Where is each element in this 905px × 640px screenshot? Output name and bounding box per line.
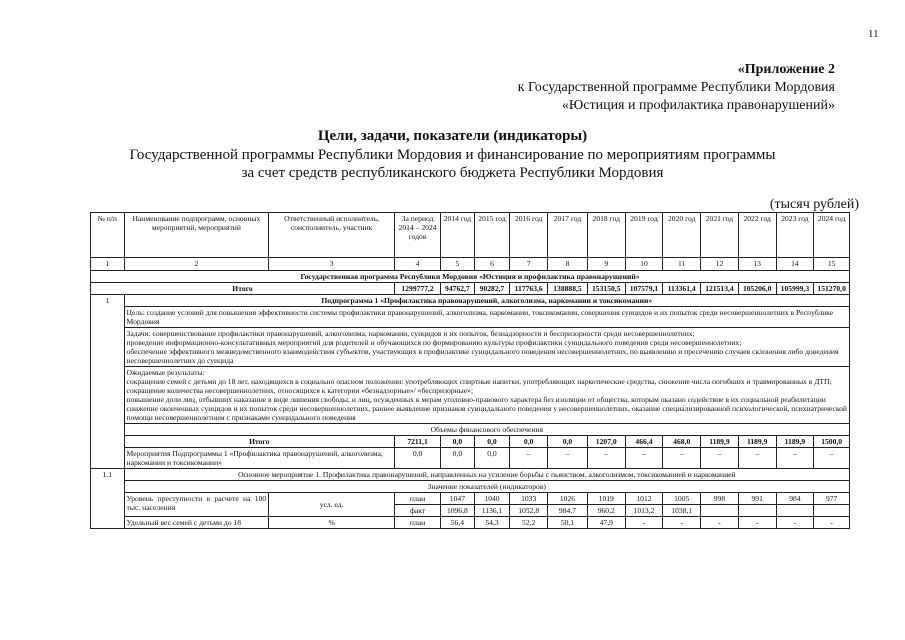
appendix-title: «Приложение 2 xyxy=(737,62,835,77)
program-total-value: 105999,3 xyxy=(776,283,814,295)
indicator2-plan-row xyxy=(91,517,850,529)
subprogram-row xyxy=(91,295,850,307)
col-number: 13 xyxy=(738,258,776,271)
measures-value: – xyxy=(663,448,701,469)
indicator-plan-value: 1033 xyxy=(510,493,548,505)
program-total-label: Итого xyxy=(91,283,395,295)
subprogram-total-value: 1189,9 xyxy=(776,436,814,448)
indicators-header-row xyxy=(91,481,850,493)
subprogram-total-value: 1207,0 xyxy=(587,436,625,448)
header-year: 2014 год xyxy=(441,213,475,258)
program-title: Государственная программа Республики Мордовия «Юстиция и профилактика правонарушений» xyxy=(91,271,850,283)
indicator2-name: Удельный вес семей с детьми до 18 xyxy=(124,517,269,529)
program-total-value: 121513,4 xyxy=(701,283,739,295)
program-total-value: 113361,4 xyxy=(663,283,701,295)
indicator2-plan-value: 56,4 xyxy=(441,517,475,529)
subprogram-total-value: 1500,0 xyxy=(814,436,850,448)
indicator-fact-value: 1052,8 xyxy=(510,505,548,517)
plan-label: план xyxy=(395,517,441,529)
document-subtitle-1: Государственной программы Республики Мордовия и финансирование по мероприятиям программы xyxy=(129,147,776,163)
subprogram-number: 1 xyxy=(91,295,125,469)
result-line: сокращение семей с детьми до 18 лет, находящихся в социально опасном положении: употребляющих спиртные напитки, употребляющих наркотические средства, снижение числа погибших и травмированных в ДТП; xyxy=(126,377,832,386)
header-num: № п/п xyxy=(91,213,125,258)
measures-value: – xyxy=(510,448,548,469)
header-year: 2017 год xyxy=(548,213,588,258)
column-number-row xyxy=(91,258,850,271)
col-number: 15 xyxy=(814,258,850,271)
col-number: 7 xyxy=(510,258,548,271)
header-year: 2019 год xyxy=(625,213,663,258)
indicator2-plan-value: - xyxy=(625,517,663,529)
appendix-program-name: «Юстиция и профилактика правонарушений» xyxy=(561,98,835,113)
col-number: 9 xyxy=(587,258,625,271)
program-total-value: 151270,0 xyxy=(814,283,850,295)
appendix-subtitle: к Государственной программе Республики Мордовия xyxy=(517,80,835,95)
result-line: повышение доли лиц, отбывших наказание в виде лишения свободы, и лиц, осужденных к мерам уголовно-правового характера без изоляции от общества, которым оказано содействие в их социальной реабилитации xyxy=(126,395,826,404)
fact-label: факт xyxy=(395,505,441,517)
program-total-value: 117763,6 xyxy=(510,283,548,295)
subprogram-total-label: Итого xyxy=(124,436,394,448)
col-number: 12 xyxy=(701,258,739,271)
goal-row xyxy=(91,307,850,328)
measures-value: – xyxy=(548,448,588,469)
col-number: 4 xyxy=(395,258,441,271)
indicator-unit: усл. ед. xyxy=(269,493,395,517)
header-year: 2022 год xyxy=(738,213,776,258)
measures-value: 0,0 xyxy=(441,448,475,469)
program-total-row xyxy=(91,283,850,295)
subprogram-total-value: 466,4 xyxy=(625,436,663,448)
indicator-fact-value xyxy=(738,505,776,517)
results-row xyxy=(91,367,850,424)
tasks-row xyxy=(91,328,850,367)
indicator-fact-value: 1136,1 xyxy=(474,505,510,517)
indicator-plan-value: 1005 xyxy=(663,493,701,505)
finance-header: Объемы финансового обеспечения xyxy=(124,424,849,436)
result-line: Ожидаемые результаты: xyxy=(126,368,205,377)
indicator-plan-value: 1040 xyxy=(474,493,510,505)
task-line: проведение информационно-консультативных мероприятий для родителей и обучающихся по формированию культуры профилактики суицидального поведения среди несовершеннолетних; xyxy=(126,338,742,347)
col-number: 11 xyxy=(663,258,701,271)
col-number: 5 xyxy=(441,258,475,271)
col-number: 8 xyxy=(548,258,588,271)
document-title: Цели, задачи, показатели (индикаторы) xyxy=(317,128,588,144)
col-number: 14 xyxy=(776,258,814,271)
indicator2-plan-value: - xyxy=(738,517,776,529)
indicators-header: Значение показателей (индикаторов) xyxy=(124,481,849,493)
measures-value: – xyxy=(738,448,776,469)
document-subtitle-2: за счет средств республиканского бюджета Республики Мордовия xyxy=(241,165,664,181)
indicator2-plan-value: - xyxy=(814,517,850,529)
indicator2-plan-value: 52,2 xyxy=(510,517,548,529)
header-executor: Ответственный исполнитель, соисполнитель, участник xyxy=(269,213,395,258)
indicator-fact-value xyxy=(776,505,814,517)
col-number: 2 xyxy=(124,258,269,271)
indicator-fact-value: 1038,1 xyxy=(663,505,701,517)
indicator-fact-value xyxy=(814,505,850,517)
main-measure-row xyxy=(91,469,850,481)
measures-value: – xyxy=(625,448,663,469)
program-total-value: 1299777,2 xyxy=(395,283,441,295)
main-measure-title: Основное мероприятие 1. Профилактика правонарушений, направленных на усиление борьбы с пьянством, алкоголизмом, токсикоманией и наркоманией xyxy=(124,469,849,481)
indicator-plan-row xyxy=(91,493,850,505)
program-total-value: 94762,7 xyxy=(441,283,475,295)
header-name: Наименование подпрограмм, основных мероприятий, мероприятий xyxy=(124,213,269,258)
indicator-plan-value: 984 xyxy=(776,493,814,505)
header-year: 2020 год xyxy=(663,213,701,258)
program-title-row xyxy=(91,271,850,283)
subprogram-total-value: 468,0 xyxy=(663,436,701,448)
program-table xyxy=(90,212,850,529)
measures-value: – xyxy=(776,448,814,469)
indicator-fact-value: 1096,8 xyxy=(441,505,475,517)
measures-value: – xyxy=(814,448,850,469)
indicator-fact-value: 984,7 xyxy=(548,505,588,517)
subprogram-total-value: 7211,1 xyxy=(395,436,441,448)
indicator2-plan-value: - xyxy=(701,517,739,529)
subprogram-goal: Цель: создание условий для повышения эффективности системы профилактики правонарушений, алкоголизма, наркомании, токсикомании, совершения суицидов и их попыток среди несовершеннолетних в Республике Мордовия xyxy=(124,307,849,328)
units-label: (тысяч рублей) xyxy=(769,197,859,212)
header-year: 2018 год xyxy=(587,213,625,258)
measures-row xyxy=(91,448,850,469)
program-total-value: 107579,1 xyxy=(625,283,663,295)
header-year: 2024 год xyxy=(814,213,850,258)
subprogram-total-value: 0,0 xyxy=(510,436,548,448)
indicator-plan-value: 977 xyxy=(814,493,850,505)
indicator2-plan-value: 54,3 xyxy=(474,517,510,529)
col-number: 1 xyxy=(91,258,125,271)
subprogram-title: Подпрограмма 1 «Профилактика правонарушений, алкоголизма, наркомании и токсикомании» xyxy=(124,295,849,307)
subprogram-total-value: 0,0 xyxy=(548,436,588,448)
indicator2-plan-value: 50,1 xyxy=(548,517,588,529)
indicator-plan-value: 1019 xyxy=(587,493,625,505)
indicator-plan-value: 991 xyxy=(738,493,776,505)
indicator-plan-value: 998 xyxy=(701,493,739,505)
subprogram-total-row xyxy=(91,436,850,448)
indicator-plan-value: 1047 xyxy=(441,493,475,505)
header-year: 2023 год xyxy=(776,213,814,258)
header-year: 2015 год xyxy=(474,213,510,258)
header-year: 2016 год xyxy=(510,213,548,258)
indicator2-unit: % xyxy=(269,517,395,529)
indicator-fact-value: 960,2 xyxy=(587,505,625,517)
program-total-value: 105206,0 xyxy=(738,283,776,295)
indicator-fact-value: 1013,2 xyxy=(625,505,663,517)
table-header-row xyxy=(91,213,850,258)
measures-value: – xyxy=(701,448,739,469)
indicator-name: Уровень преступности в расчете на 100 тыс. населения xyxy=(124,493,269,517)
task-line: Задачи: совершенствование профилактики правонарушений, алкоголизма, наркомании, суицидов и их попыток, безнадзорности и беспризорности среди несовершеннолетних; xyxy=(126,329,695,338)
col-number: 3 xyxy=(269,258,395,271)
indicator2-plan-value: - xyxy=(663,517,701,529)
result-line: снижение оконченных суицидов и их попыток среди несовершеннолетних, раннее выявление признаков суицидального поведения у несовершеннолетних, оказание специализированной психологической, психиатрической помощи несовершеннолетним с признаками суицидального поведения xyxy=(126,404,847,422)
main-measure-number: 1.1 xyxy=(91,469,125,529)
subprogram-total-value: 0,0 xyxy=(441,436,475,448)
page-number: 11 xyxy=(868,28,879,40)
program-total-value: 138888,5 xyxy=(548,283,588,295)
indicator-plan-value: 1026 xyxy=(548,493,588,505)
expected-results xyxy=(124,367,849,424)
subprogram-tasks xyxy=(124,328,849,367)
measures-value: – xyxy=(587,448,625,469)
indicator-fact-value xyxy=(701,505,739,517)
task-line: обеспечение эффективного межведомственного взаимодействия субъектов, участвующих в профилактике суицидального поведения несовершеннолетних, по выявлению и пресечению случаев склонения либо доведения несовершеннолетних до суицида xyxy=(126,347,839,365)
header-period: За период 2014 – 2024 годов xyxy=(395,213,441,258)
subprogram-total-value: 1189,9 xyxy=(738,436,776,448)
result-line: сокращение количества несовершеннолетних, относящихся к категории «безнадзорные»/ «беспризорные»; xyxy=(126,386,474,395)
indicator2-plan-value: - xyxy=(776,517,814,529)
measures-value: 0,0 xyxy=(474,448,510,469)
header-year: 2021 год xyxy=(701,213,739,258)
indicator-plan-value: 1012 xyxy=(625,493,663,505)
plan-label: план xyxy=(395,493,441,505)
indicator2-plan-value: 47,9 xyxy=(587,517,625,529)
measures-label: Мероприятия Подпрограммы 1 «Профилактика правонарушений, алкоголизма, наркомании и токсикомании» xyxy=(124,448,394,469)
subprogram-total-value: 0,0 xyxy=(474,436,510,448)
col-number: 6 xyxy=(474,258,510,271)
measures-value: 0,0 xyxy=(395,448,441,469)
subprogram-total-value: 1189,9 xyxy=(701,436,739,448)
program-total-value: 153150,5 xyxy=(587,283,625,295)
col-number: 10 xyxy=(625,258,663,271)
finance-header-row xyxy=(91,424,850,436)
program-total-value: 90282,7 xyxy=(474,283,510,295)
